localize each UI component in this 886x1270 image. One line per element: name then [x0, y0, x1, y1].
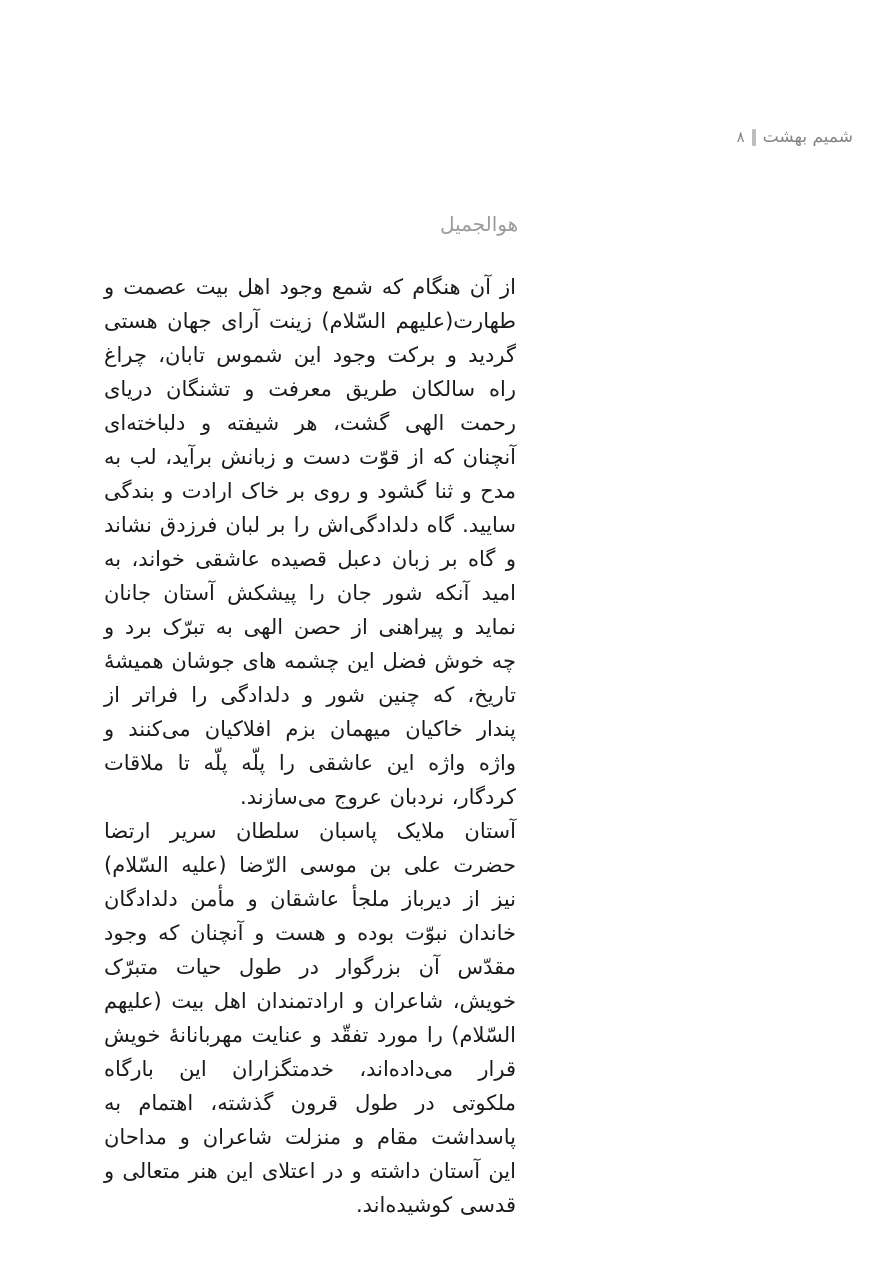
- book-title: شمیم بهشت: [762, 127, 853, 147]
- epigraph: هوالجمیل: [440, 212, 519, 236]
- body-text: [104, 270, 516, 1222]
- page-number: ۸: [736, 128, 745, 146]
- paragraph: آستان ملایک پاسبان سلطان سریر ارتضا حضرت علی بن موسی الرّضا (علیه السّلام) نیز از دیرباز ملجأ عاشقان و مأمن دلدادگان خاندان نبوّت بوده و هست و آنچنان که وجود مقدّس آن بزرگوار در طول حیات متبرّک خویش، شاعران و ارادتمندان اهل بیت (علیهم السّلام) را مورد تفقّد و عنایت مهربانانهٔ خویش قرار می‌داده‌اند، خدمتگزاران این بارگاه ملکوتی در طول قرون گذشته، اهتمام به پاسداشت مقام و منزلت شاعران و مداحان این آستان داشته و در اعتلای این هنر متعالی و قدسی کوشیده‌اند.: [104, 819, 516, 1217]
- running-head: [737, 127, 853, 148]
- paragraph: از آن هنگام که شمع وجود اهل بیت عصمت و طهارت(علیهم السّلام) زینت آرای جهان هستی گردید و برکت وجود این شموس تابان، چراغ راه سالکان طریق معرفت و تشنگان دریای رحمت الهی گشت، هر شیفته و دلباخته‌ای آنچنان که از قوّت دست و زبانش برآید، لب به مدح و ثنا گشود و روی بر خاک ارادت و بندگی سایید. گاه دلدادگی‌اش را بر لبان فرزدق نشاند و گاه بر زبان دعبل قصیده عاشقی خواند، به امید آنکه شور جان را پیشکش آستان جانان نماید و پیراهنی از حصن الهی به تبرّک برد و چه خوش فضل این چشمه های جوشان همیشهٔ تاریخ، که چنین شور و دلدادگی را فراتر از پندار خاکیان میهمان بزم افلاکیان می‌کنند و واژه واژه این عاشقی را پلّه پلّه تا ملاقات کردگار، نردبان عروج می‌سازند.: [104, 275, 516, 809]
- header-separator-bar: [752, 129, 756, 146]
